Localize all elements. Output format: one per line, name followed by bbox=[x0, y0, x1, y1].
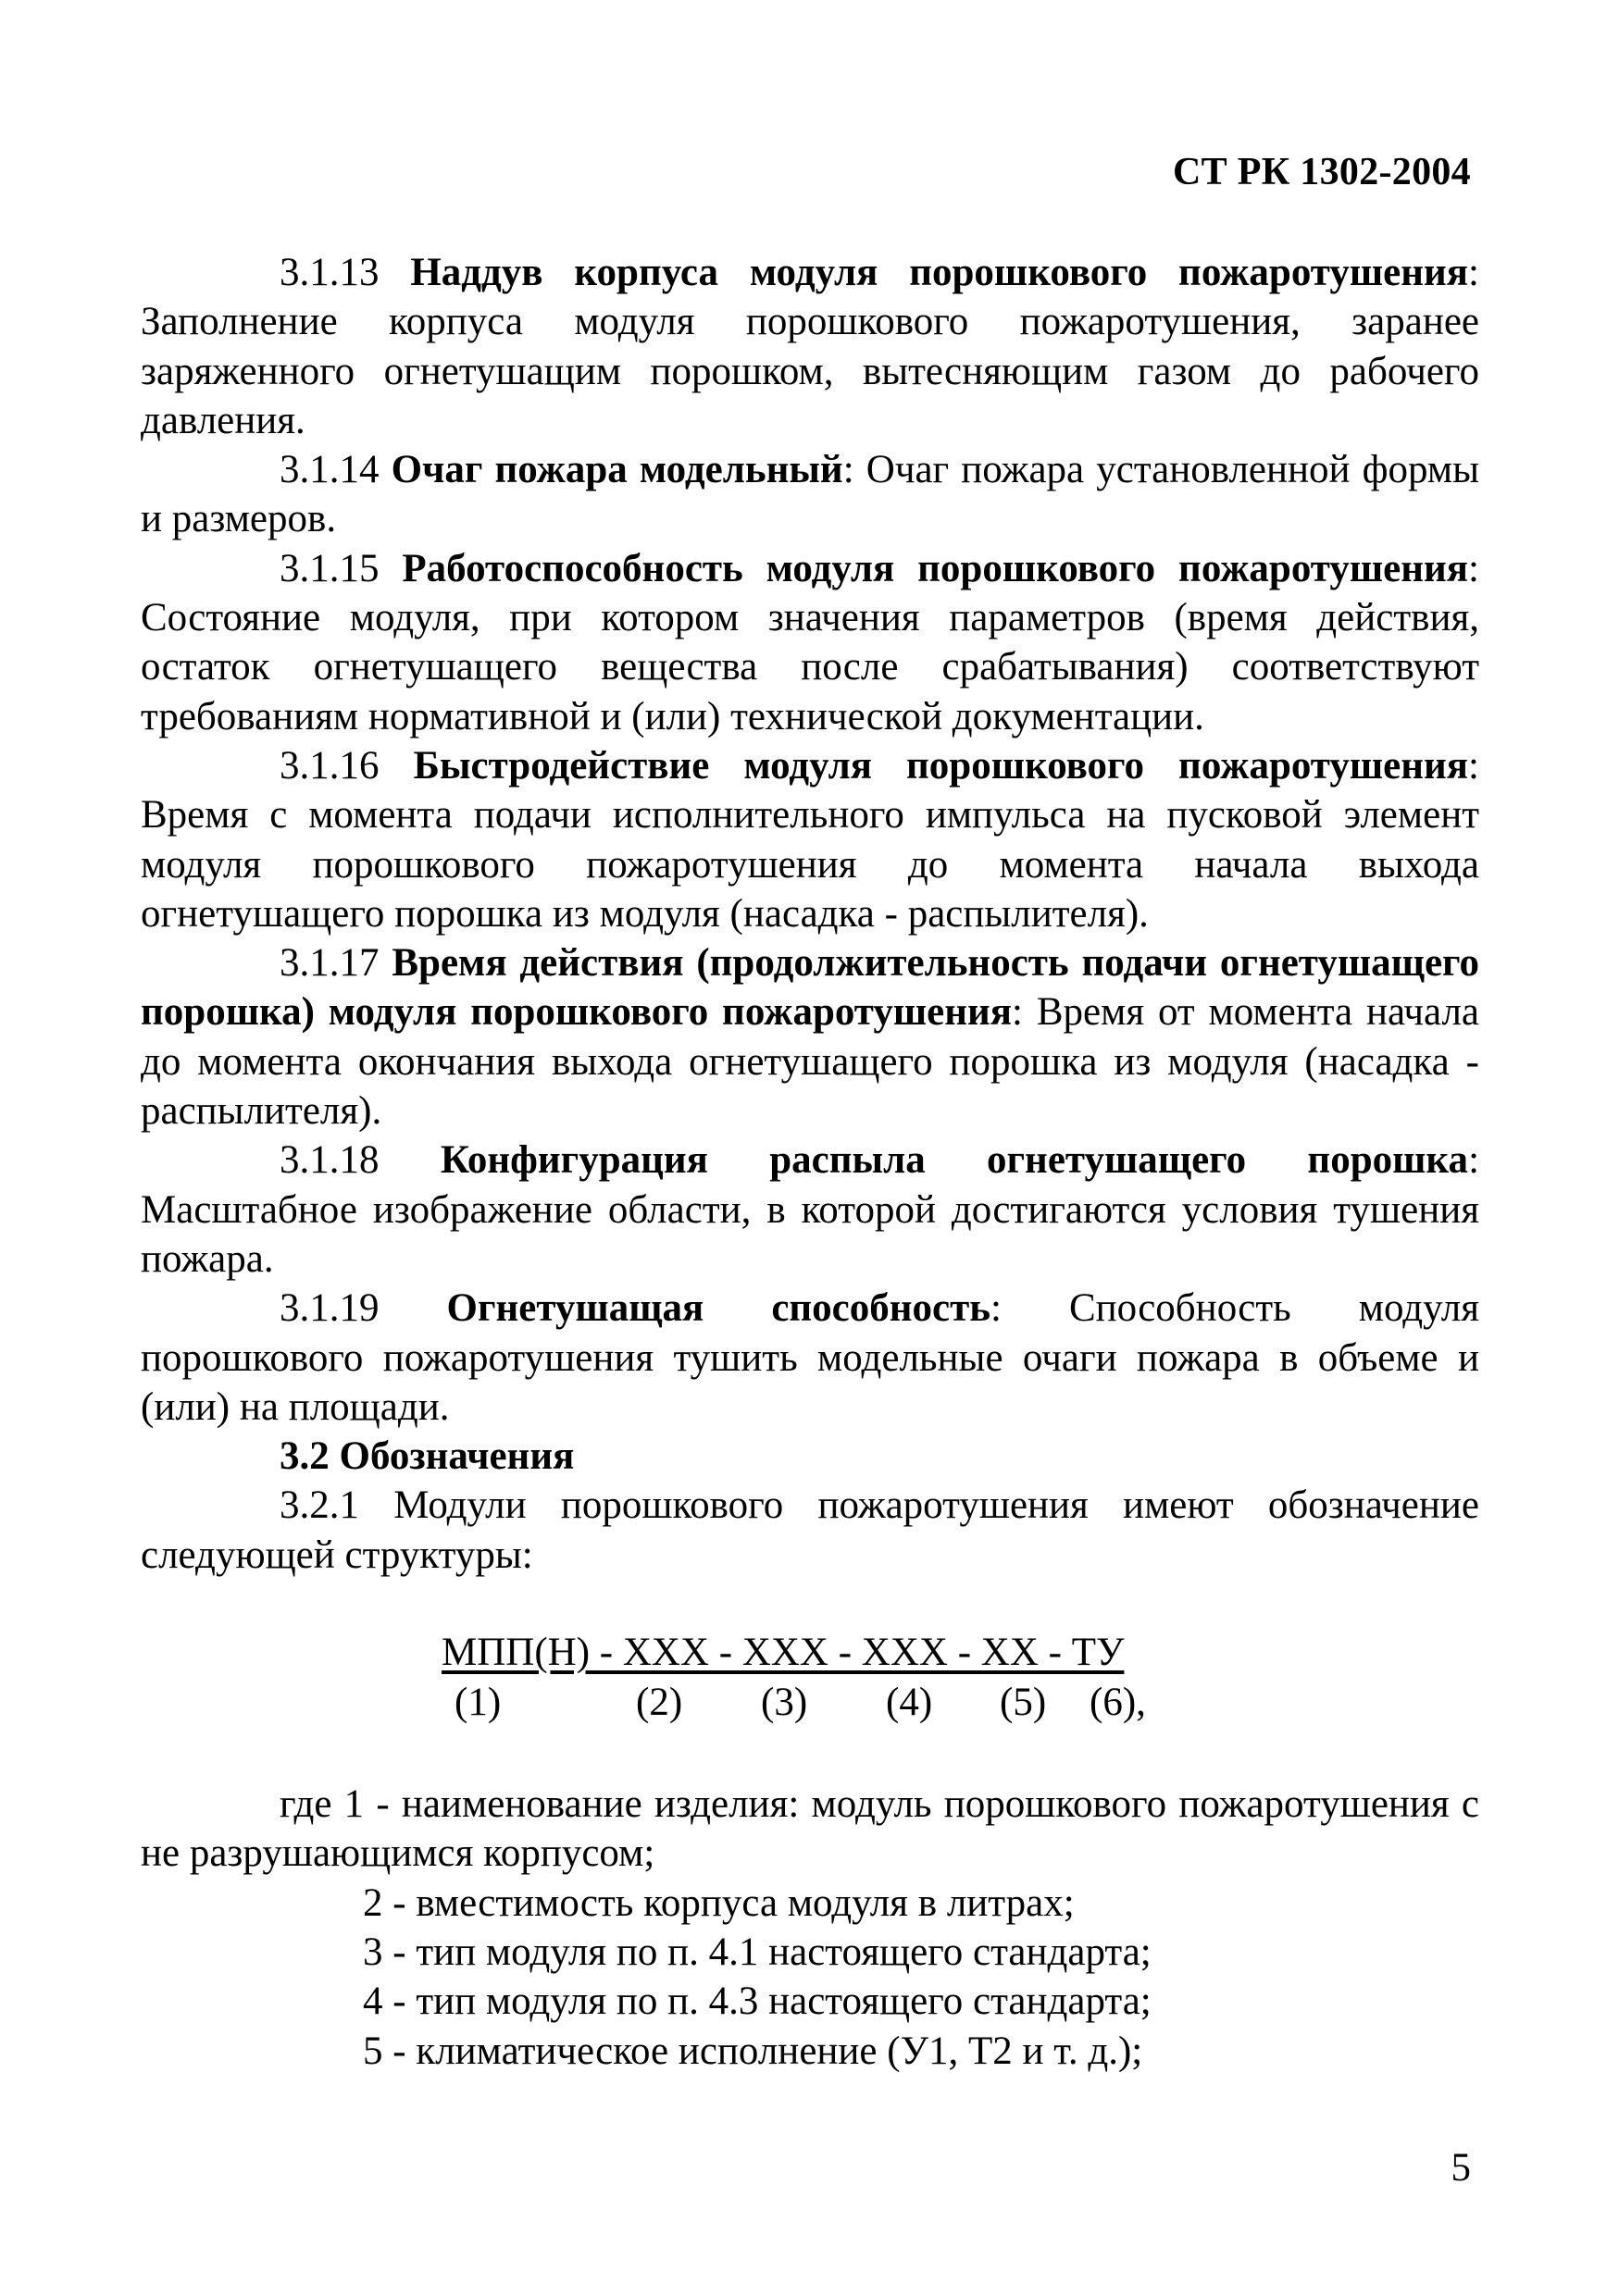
formula-label: (5) bbox=[1000, 1681, 1047, 1725]
page-number: 5 bbox=[1451, 2146, 1471, 2190]
legend-intro: где 1 - наименование изделия: модуль порошкового пожаротушения с не разрушающимся корпусом; bbox=[141, 1782, 1479, 1876]
definition-text: : Заполнение корпуса модуля порошкового пожаротушения, заранее заряженного огнетушащим порошком, вытесняющим газом до рабочего давления. bbox=[141, 251, 1479, 442]
definition-text: : Состояние модуля, при котором значения параметров (время действия, остаток огнетушащего вещества после срабатывания) соответствуют требованиям нормативной и (или) технической документации. bbox=[141, 546, 1479, 738]
formula-code: МПП(Н) - ХХХ - ХХХ - ХХХ - ХХ - ТУ bbox=[442, 1631, 1125, 1675]
section-heading: 3.2 Обозначения bbox=[280, 1434, 575, 1479]
definition-term: Быстродействие модуля порошкового пожаротушения bbox=[413, 743, 1469, 788]
paragraph-3-2-1: 3.2.1 Модули порошкового пожаротушения имеют обозначение следующей структуры: bbox=[141, 1483, 1479, 1577]
legend-item: 5 - климатическое исполнение (У1, Т2 и т. д.); bbox=[363, 2029, 1143, 2073]
formula-label: (4) bbox=[886, 1681, 933, 1725]
definition-3-1-15: 3.1.15 Работоспособность модуля порошкового пожаротушения: Состояние модуля, при котором значения параметров (время действия, остаток огнетушащего вещества после срабатывания) соответствуют требованиям нормативной и (или) технической документации. bbox=[141, 546, 1479, 738]
document-body bbox=[141, 248, 1479, 2076]
definition-text: : Время с момента подачи исполнительного импульса на пусковой элемент модуля порошкового пожаротушения до момента начала выхода огнетушащего порошка из модуля (насадка - распылителя). bbox=[141, 743, 1479, 936]
definition-term: Конфигурация распыла огнетушащего порошка bbox=[440, 1138, 1469, 1183]
definition-3-1-16: 3.1.16 Быстродействие модуля порошкового пожаротушения: Время с момента подачи исполнительного импульса на пусковой элемент модуля порошкового пожаротушения до момента начала выхода огнетушащего порошка из модуля (насадка - распылителя). bbox=[141, 743, 1479, 936]
legend-item: 3 - тип модуля по п. 4.1 настоящего стандарта; bbox=[363, 1930, 1152, 1974]
formula-label: (2) bbox=[636, 1681, 683, 1725]
definition-term: Время действия (продолжительность подачи огнетушащего порошка) модуля порошкового пожаротушения bbox=[141, 941, 1480, 1035]
definition-3-1-17: 3.1.17 Время действия (продолжительность подачи огнетушащего порошка) модуля порошкового пожаротушения: Время от момента начала до момента окончания выхода огнетушащего порошка из модуля (насадка - распылителя). bbox=[141, 941, 1480, 1134]
legend-item: 2 - вместимость корпуса модуля в литрах; bbox=[363, 1880, 1075, 1925]
definition-text: : Очаг пожара установленной формы и размеров. bbox=[141, 448, 1479, 541]
formula-label: (6), bbox=[1090, 1681, 1146, 1725]
definition-text: : Способность модуля порошкового пожаротушения тушить модельные очаги пожара в объеме и (или) на площади. bbox=[141, 1286, 1479, 1429]
designation-formula bbox=[141, 1628, 1479, 1730]
document-id-header: СТ РК 1302-2004 bbox=[1173, 151, 1471, 193]
definition-term: Очаг пожара модельный bbox=[391, 448, 843, 492]
definition-term: Огнетушащая способность bbox=[446, 1286, 990, 1331]
formula-label: (1) bbox=[455, 1681, 502, 1725]
definition-term: Наддув корпуса модуля порошкового пожаротушения bbox=[410, 251, 1469, 294]
formula-label: (3) bbox=[761, 1681, 808, 1725]
definition-text: : Масштабное изображение области, в которой достигаются условия тушения пожара. bbox=[141, 1138, 1480, 1281]
definition-term: Работоспособность модуля порошкового пожаротушения bbox=[402, 546, 1469, 590]
legend-item: 4 - тип модуля по п. 4.3 настоящего стандарта; bbox=[363, 1980, 1152, 2024]
definition-3-1-19: 3.1.19 Огнетушащая способность: Способность модуля порошкового пожаротушения тушить модельные очаги пожара в объеме и (или) на площади. bbox=[141, 1286, 1479, 1429]
definition-3-1-18: 3.1.18 Конфигурация распыла огнетушащего порошка: Масштабное изображение области, в которой достигаются условия тушения пожара. bbox=[141, 1138, 1480, 1281]
definition-text: : Время от момента начала до момента окончания выхода огнетушащего порошка из модуля (насадка - распылителя). bbox=[141, 990, 1479, 1134]
definition-3-1-14: 3.1.14 Очаг пожара модельный: Очаг пожара установленной формы и размеров. bbox=[141, 448, 1479, 541]
definition-3-1-13: 3.1.13 Наддув корпуса модуля порошкового пожаротушения: Заполнение корпуса модуля порошкового пожаротушения, заранее заряженного огнетушащим порошком, вытесняющим газом до рабочего давления. bbox=[141, 251, 1479, 442]
formula-labels bbox=[442, 1678, 1182, 1727]
